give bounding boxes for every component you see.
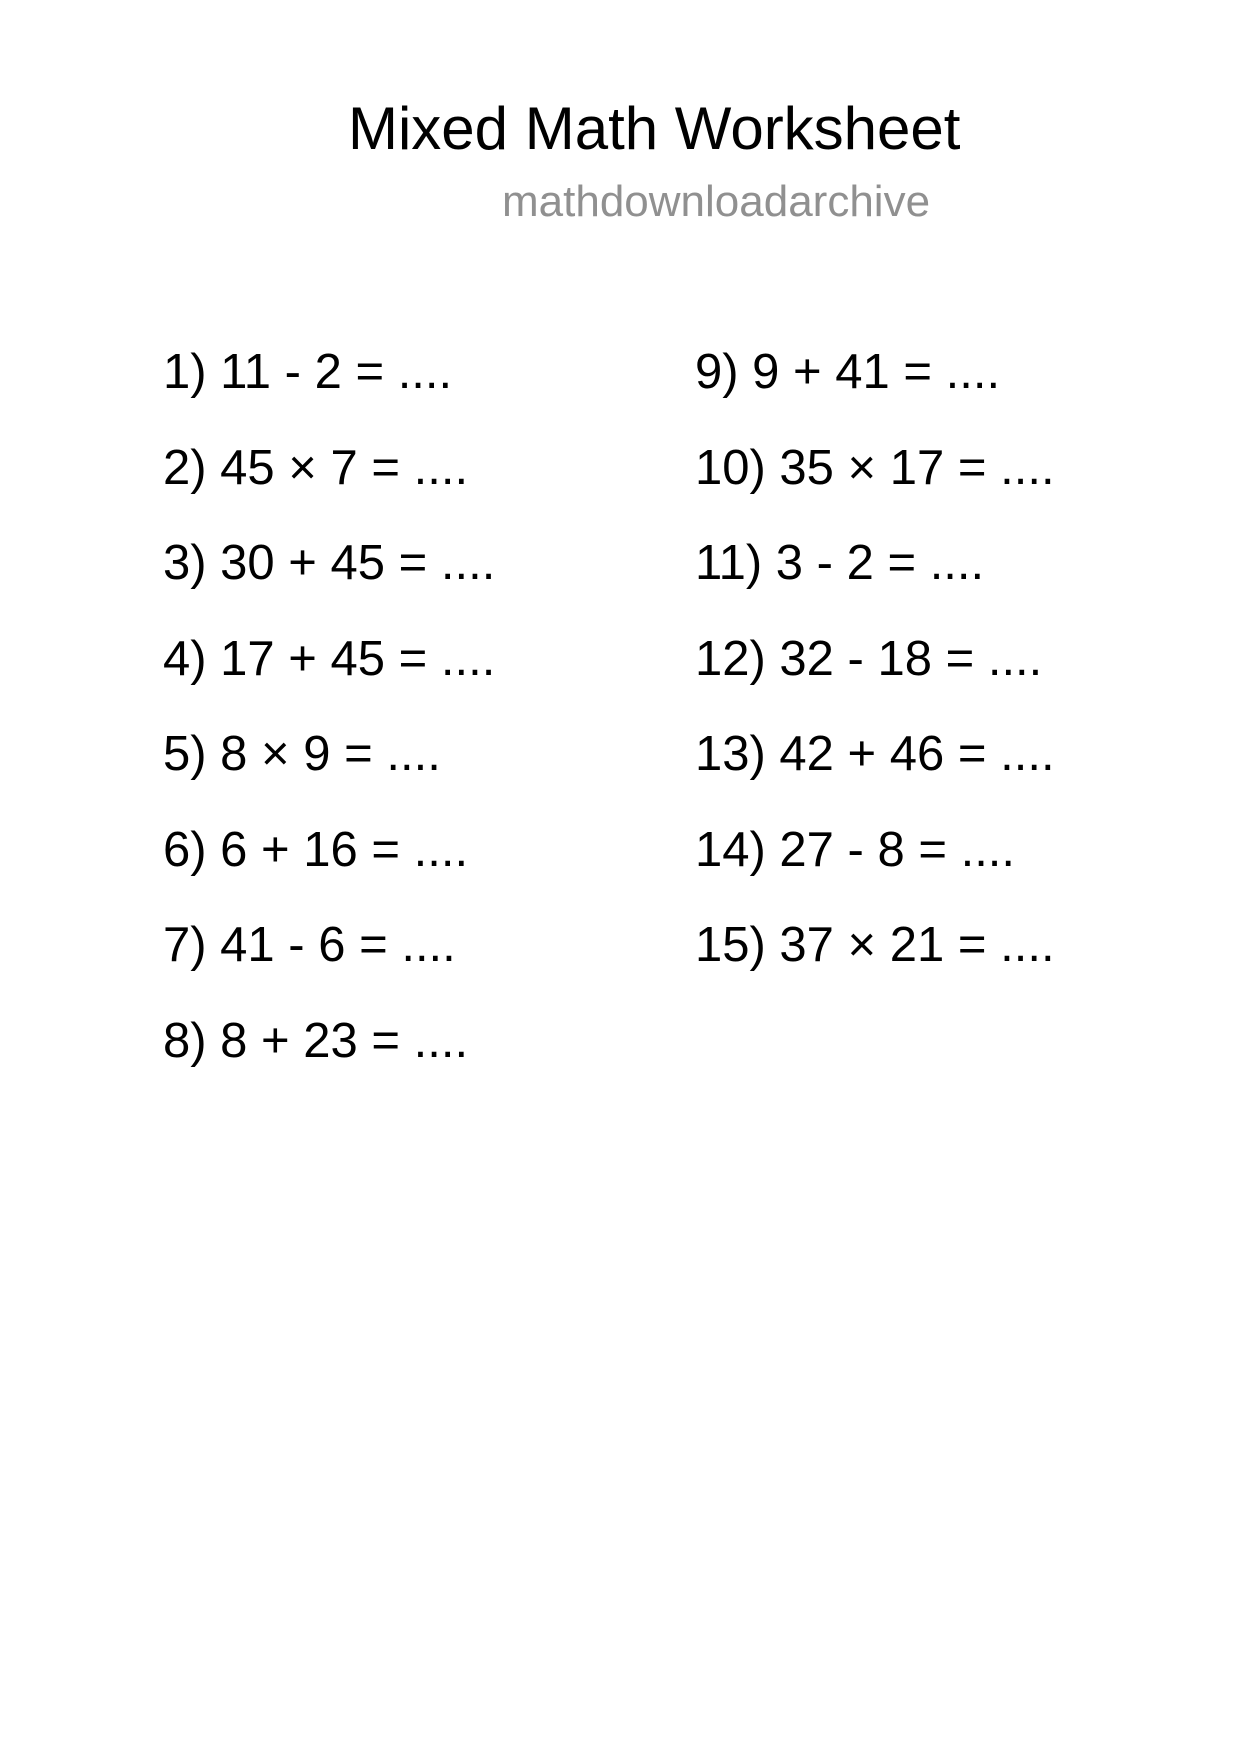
problem-row-9: 9) 9 + 41 = .... xyxy=(695,345,1001,399)
site-watermark: mathdownloadarchive xyxy=(502,177,931,226)
problem-row-7: 7) 41 - 6 = .... xyxy=(163,918,456,972)
problems-column-left xyxy=(163,325,495,1089)
problem-row-15: 15) 37 × 21 = .... xyxy=(695,918,1055,972)
problem-row-14: 14) 27 - 8 = .... xyxy=(695,822,1016,877)
problem-row-3: 3) 30 + 45 = .... xyxy=(163,536,496,590)
problem-row-8: 8) 8 + 23 = .... xyxy=(163,1013,469,1068)
problem-row-13: 13) 42 + 46 = .... xyxy=(695,727,1055,781)
problem-row-5: 5) 8 × 9 = .... xyxy=(163,727,441,781)
problem-row-6: 6) 6 + 16 = .... xyxy=(163,822,469,877)
problem-row-4: 4) 17 + 45 = .... xyxy=(163,631,496,686)
problem-row-11: 11) 3 - 2 = .... xyxy=(695,536,985,590)
page-title: Mixed Math Worksheet xyxy=(348,95,961,162)
problems-column-right xyxy=(695,325,1055,994)
problem-row-12: 12) 32 - 18 = .... xyxy=(695,631,1043,686)
problem-row-10: 10) 35 × 17 = .... xyxy=(695,440,1055,495)
problem-row-1: 1) 11 - 2 = .... xyxy=(163,345,453,399)
problem-row-2: 2) 45 × 7 = .... xyxy=(163,440,469,495)
